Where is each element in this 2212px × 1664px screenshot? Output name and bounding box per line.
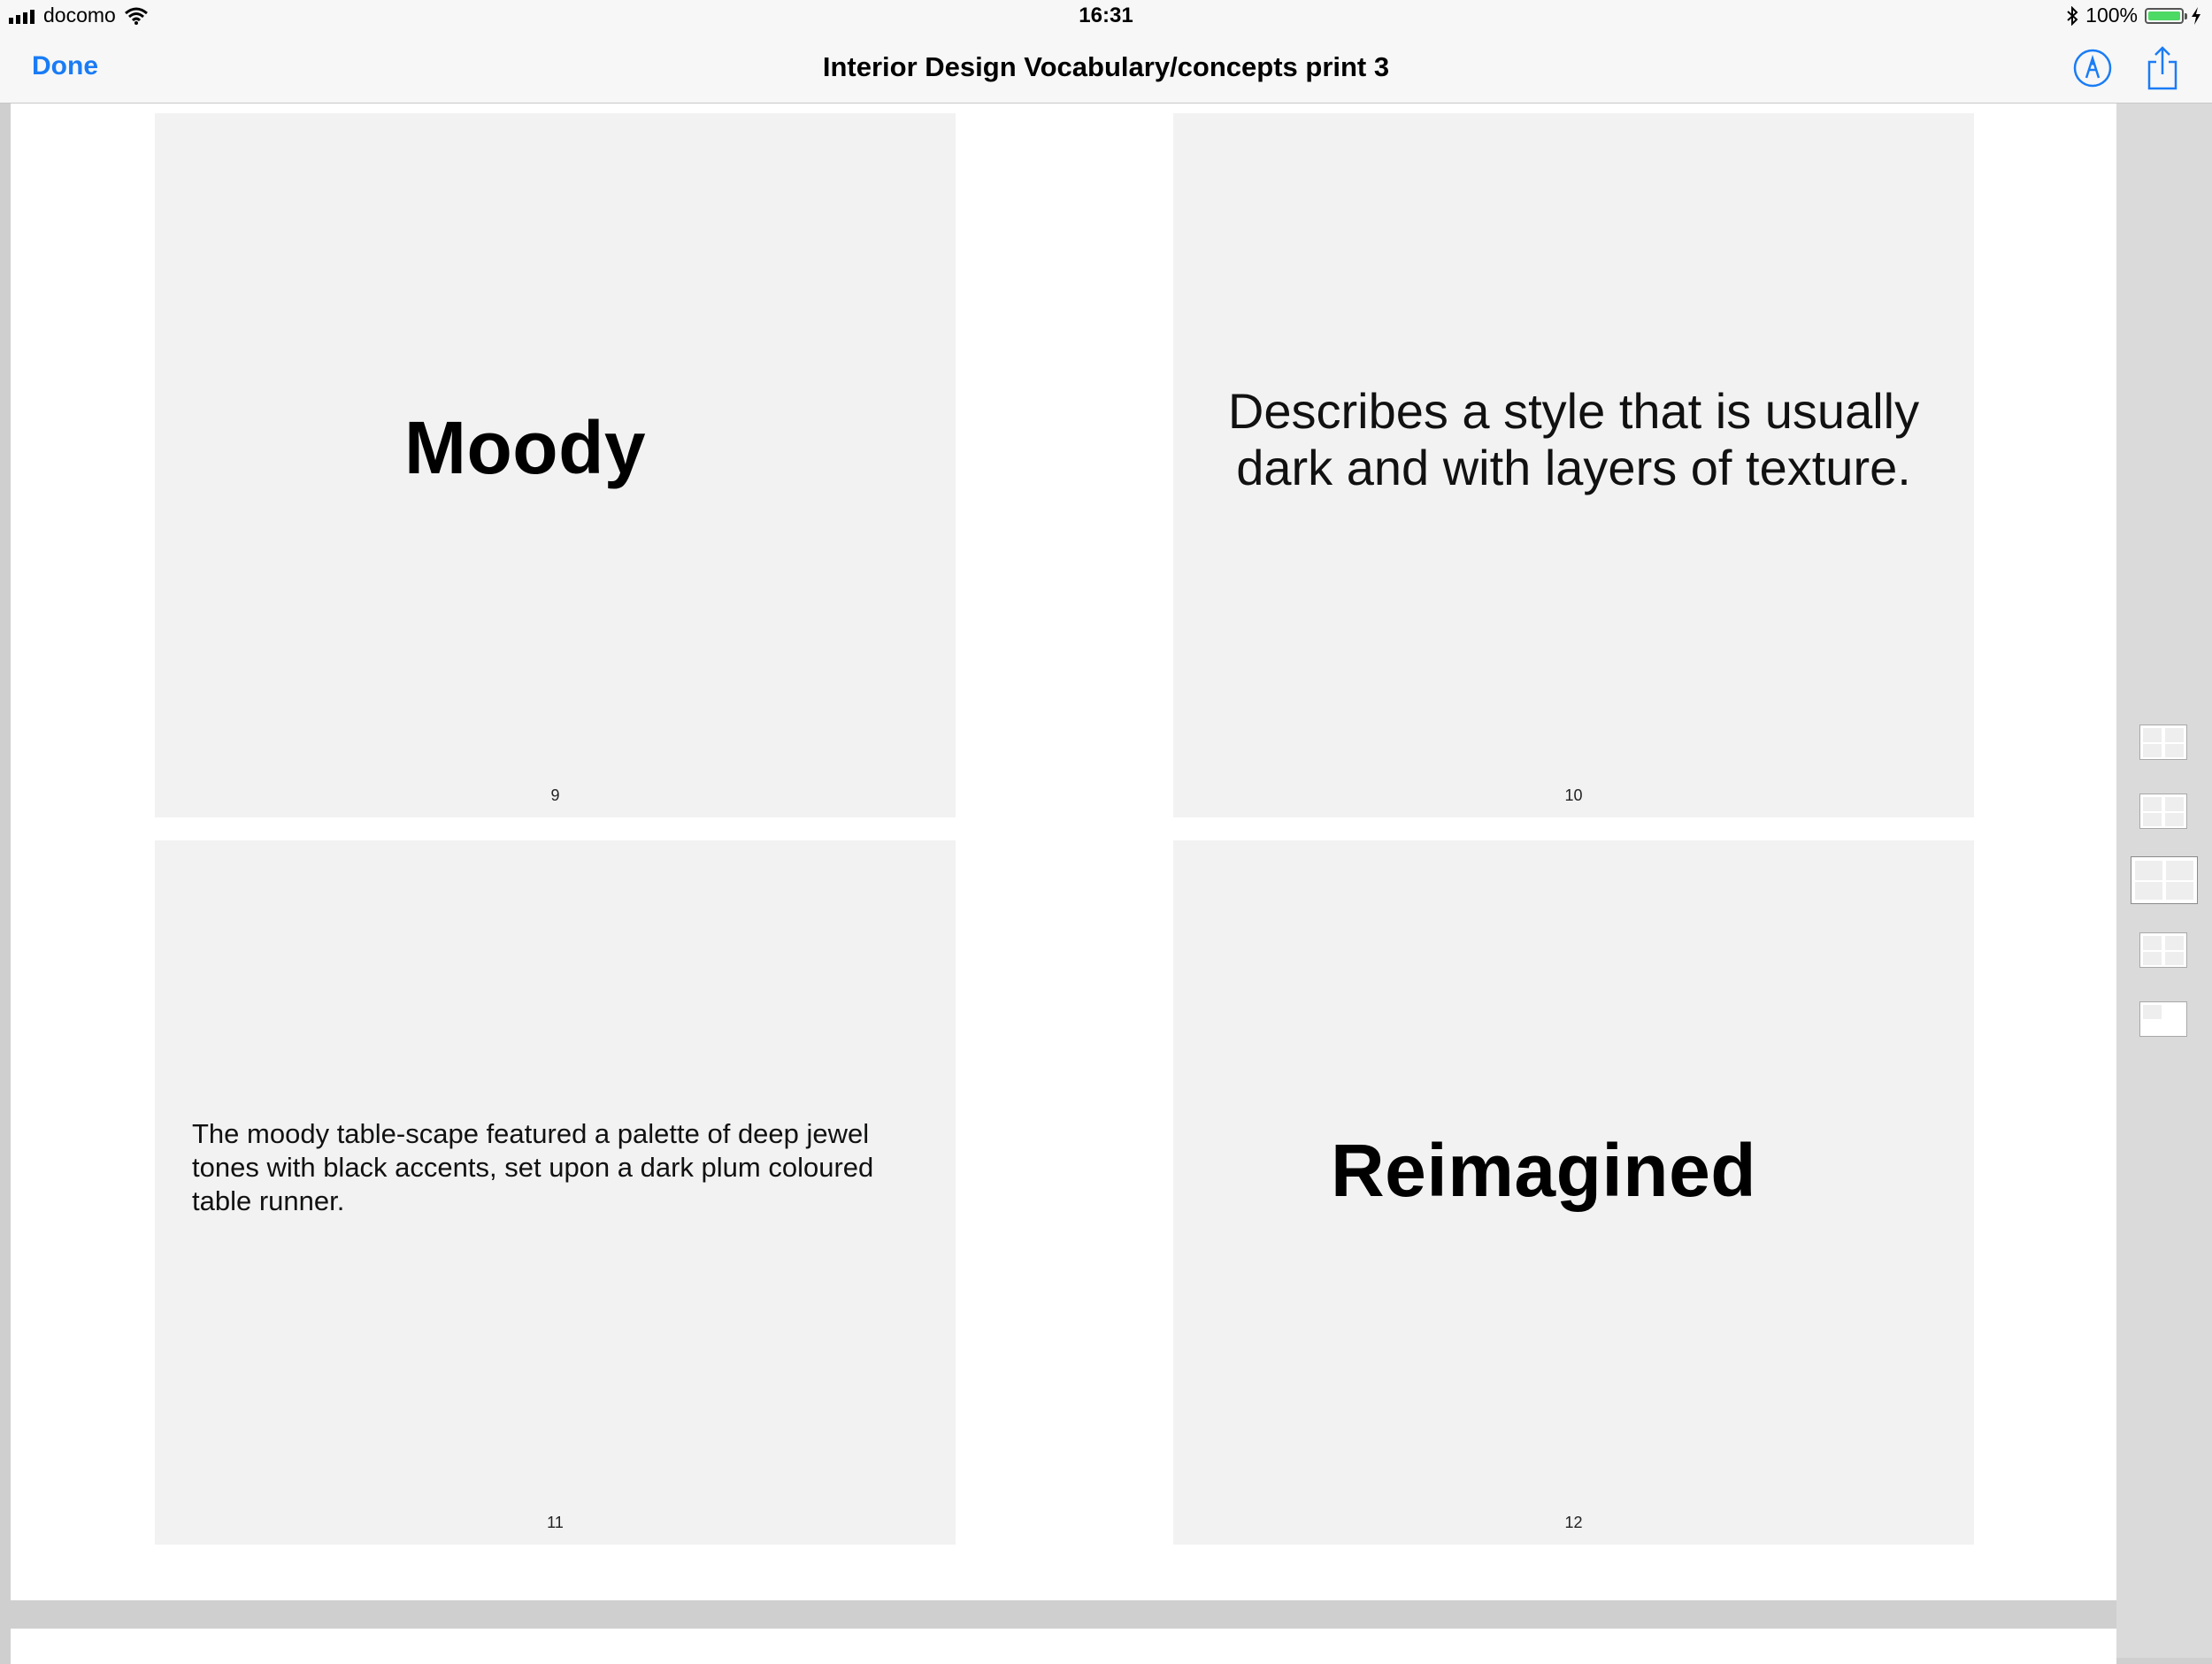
battery-icon xyxy=(2145,8,2184,24)
card-page-11 xyxy=(155,840,956,1545)
page-thumbnail[interactable] xyxy=(2139,1001,2187,1037)
definition-line: dark and with layers of texture. xyxy=(1236,440,1911,495)
status-bar xyxy=(0,0,2212,34)
page-thumbnail-current[interactable] xyxy=(2131,856,2198,904)
card-page-12 xyxy=(1173,840,1974,1545)
page-number: 10 xyxy=(1564,786,1583,804)
term-heading: Reimagined xyxy=(1331,1129,1757,1212)
definition-text xyxy=(1173,383,1974,496)
done-button[interactable]: Done xyxy=(32,51,98,81)
example-sentence: The moody table-scape featured a palette of deep jewel tones with black accents, set upon a dark plum coloured table runner. xyxy=(192,1118,874,1216)
definition-line: Describes a style that is usually xyxy=(1227,383,1920,439)
battery-percent: 100% xyxy=(2085,4,2138,27)
page-thumbnail[interactable] xyxy=(2139,932,2187,968)
page-number: 9 xyxy=(550,786,560,804)
share-icon[interactable] xyxy=(2147,46,2178,90)
document-title: Interior Design Vocabulary/concepts print 3 xyxy=(822,51,1390,82)
bluetooth-icon xyxy=(2066,6,2078,26)
nav-bar xyxy=(0,34,2212,104)
card-page-10 xyxy=(1173,113,1974,817)
term-heading: Moody xyxy=(404,406,647,489)
thumbnail-strip[interactable] xyxy=(2116,104,2212,1658)
status-right xyxy=(2066,4,2201,27)
page-number: 12 xyxy=(1564,1514,1583,1531)
page-thumbnail[interactable] xyxy=(2139,794,2187,829)
document-view[interactable] xyxy=(0,104,2116,1658)
page-number: 11 xyxy=(547,1514,564,1531)
clock: 16:31 xyxy=(1079,4,1133,27)
charging-icon xyxy=(2191,7,2201,25)
card-page-9 xyxy=(155,113,956,817)
page-thumbnail[interactable] xyxy=(2139,725,2187,760)
next-page xyxy=(11,1629,2116,1664)
carrier-name: docomo xyxy=(43,4,116,27)
markup-pen-icon[interactable] xyxy=(2073,49,2112,88)
document-page xyxy=(11,104,2116,1600)
